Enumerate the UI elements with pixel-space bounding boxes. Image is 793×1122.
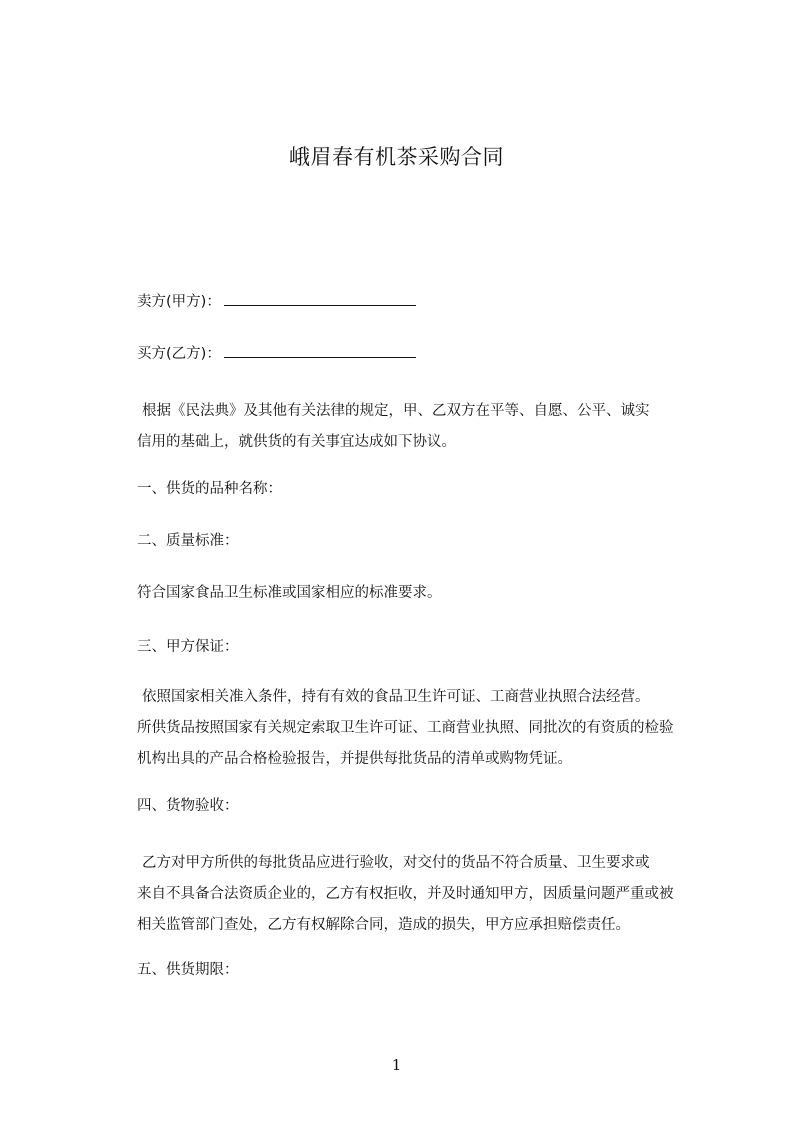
buyer-line [137, 344, 416, 364]
section-3-heading: 三、甲方保证： [137, 639, 239, 655]
buyer-blank-line[interactable] [224, 345, 416, 358]
section-3-line-3: 机构出具的产品合格检验报告，并提供每批货品的清单或购物凭证。 [137, 751, 572, 767]
section-4-line-3: 相关监管部门查处，乙方有权解除合同，造成的损失，甲方应承担赔偿责任。 [137, 917, 630, 933]
document-title: 峨眉春有机茶采购合同 [289, 145, 504, 169]
section-4-paragraph [137, 848, 699, 941]
section-2-text: 符合国家食品卫生标准或国家相应的标准要求。 [137, 585, 442, 601]
intro-line-2: 信用的基础上，就供货的有关事宜达成如下协议。 [137, 434, 456, 450]
seller-blank-line[interactable] [224, 293, 416, 306]
section-1-heading: 一、供货的品种名称： [137, 481, 282, 497]
section-4-line-1: 乙方对甲方所供的每批货品应进行验收，对交付的货品不符合质量、卫生要求或 [142, 855, 650, 871]
section-4-heading: 四、货物验收： [137, 798, 239, 814]
section-3-paragraph [137, 682, 699, 775]
section-3-line-1: 依照国家相关准入条件，持有有效的食品卫生许可证、工商营业执照合法经营。 [142, 689, 650, 705]
section-2-heading: 二、质量标准： [137, 533, 239, 549]
seller-line [137, 292, 416, 312]
page-number: 1 [391, 1056, 402, 1074]
intro-line-1: 根据《民法典》及其他有关法律的规定，甲、乙双方在平等、自愿、公平、诚实 [142, 403, 650, 419]
section-5-heading: 五、供货期限： [137, 962, 239, 978]
buyer-label: 买方(乙方)： [137, 346, 221, 362]
section-3-line-2: 所供货品按照国家有关规定索取卫生许可证、工商营业执照、同批次的有资质的检验 [137, 720, 674, 736]
section-4-line-2: 来自不具备合法资质企业的，乙方有权拒收，并及时通知甲方，因质量问题严重或被 [137, 886, 674, 902]
seller-label: 卖方(甲方)： [137, 294, 221, 310]
intro-paragraph [137, 396, 699, 458]
